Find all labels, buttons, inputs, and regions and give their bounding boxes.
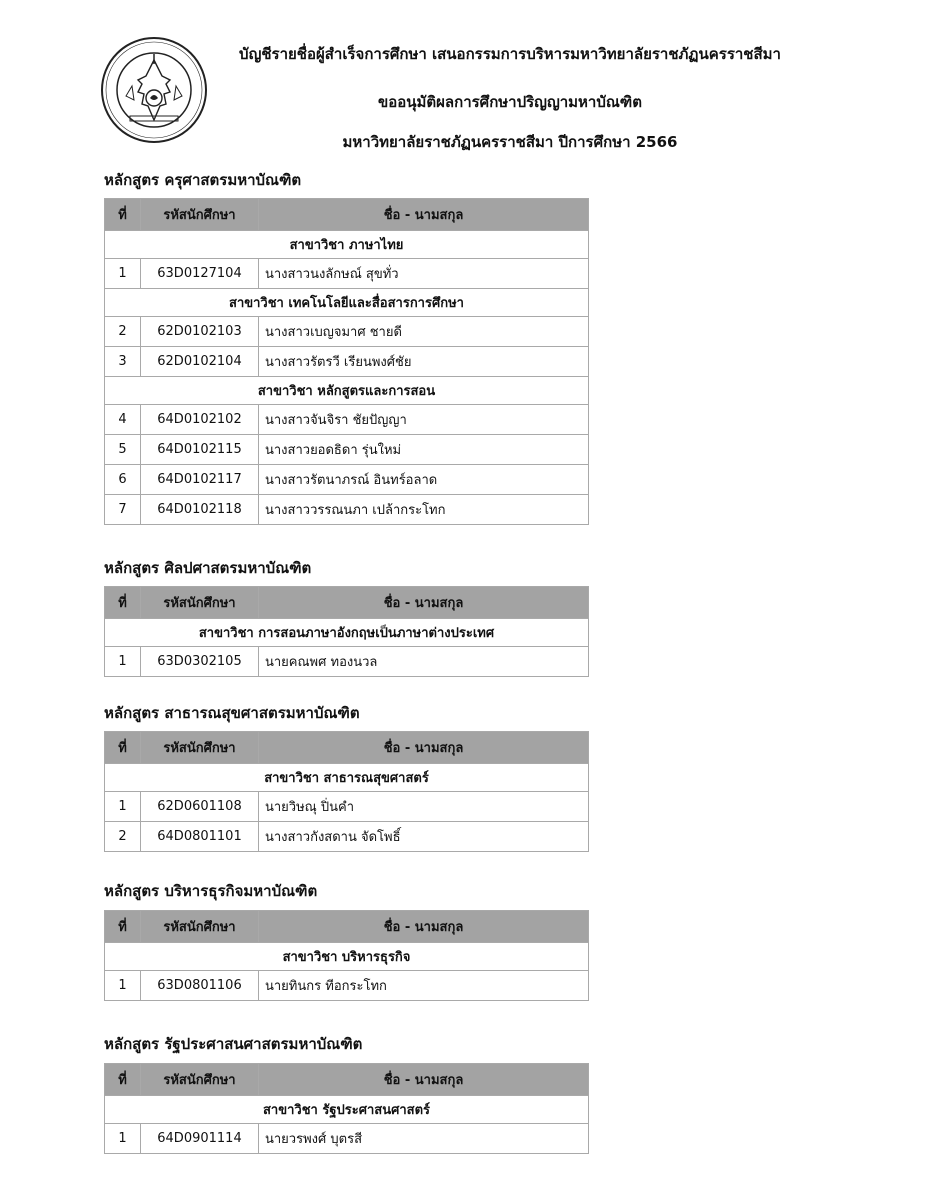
major-label: สาขาวิชา การสอนภาษาอังกฤษเป็นภาษาต่างประเทศ [105, 619, 589, 647]
program-table [104, 731, 589, 852]
student-no: 1 [105, 647, 141, 677]
student-no: 1 [105, 792, 141, 822]
student-name: นางสาวยอดธิดา รุ่นใหม่ [259, 435, 589, 465]
student-name: นางสาวจันจิรา ชัยปัญญา [259, 405, 589, 435]
student-no: 6 [105, 465, 141, 495]
program-title: หลักสูตร รัฐประศาสนศาสตรมหาบัณฑิต [104, 1035, 363, 1053]
program-title: หลักสูตร ศิลปศาสตรมหาบัณฑิต [104, 559, 312, 577]
column-header-student-id: รหัสนักศึกษา [141, 732, 259, 764]
student-id: 63D0127104 [141, 259, 259, 289]
document-title-line-3: มหาวิทยาลัยราชภัฏนครราชสีมา ปีการศึกษา 2566 [342, 133, 678, 151]
column-header-no: ที่ [105, 1064, 141, 1096]
table-header-row [105, 732, 589, 764]
program-table [104, 586, 589, 677]
major-label: สาขาวิชา บริหารธุรกิจ [105, 943, 589, 971]
column-header-no: ที่ [105, 199, 141, 231]
column-header-student-id: รหัสนักศึกษา [141, 911, 259, 943]
student-id: 62D0102104 [141, 347, 259, 377]
column-header-no: ที่ [105, 911, 141, 943]
column-header-name: ชื่อ - นามสกุล [259, 199, 589, 231]
document-title-line-1: บัญชีรายชื่อผู้สำเร็จการศึกษา เสนอกรรมการบริหารมหาวิทยาลัยราชภัฏนครราชสีมา [239, 45, 781, 63]
major-row [105, 289, 589, 317]
student-id: 62D0601108 [141, 792, 259, 822]
major-label: สาขาวิชา เทคโนโลยีและสื่อสารการศึกษา [105, 289, 589, 317]
student-name: นายวิษณุ ปิ่นคำ [259, 792, 589, 822]
table-row [105, 435, 589, 465]
student-name: นายคณพศ ทองนวล [259, 647, 589, 677]
student-name: นางสาวกังสดาน จัดโพธิ์ [259, 822, 589, 852]
student-name: นางสาวรัตนาภรณ์ อินทร์อลาด [259, 465, 589, 495]
student-id: 63D0302105 [141, 647, 259, 677]
student-no: 1 [105, 259, 141, 289]
column-header-no: ที่ [105, 587, 141, 619]
student-name: นางสาวเบญจมาศ ชายดี [259, 317, 589, 347]
column-header-name: ชื่อ - นามสกุล [259, 732, 589, 764]
major-label: สาขาวิชา ภาษาไทย [105, 231, 589, 259]
table-row [105, 822, 589, 852]
program-title: หลักสูตร ครุศาสตรมหาบัณฑิต [104, 171, 302, 189]
column-header-name: ชื่อ - นามสกุล [259, 587, 589, 619]
student-id: 64D0102115 [141, 435, 259, 465]
student-id: 64D0102102 [141, 405, 259, 435]
major-row [105, 943, 589, 971]
major-row [105, 1096, 589, 1124]
major-row [105, 619, 589, 647]
table-header-row [105, 911, 589, 943]
student-id: 64D0901114 [141, 1124, 259, 1154]
table-row [105, 465, 589, 495]
document-title-line-2: ขออนุมัติผลการศึกษาปริญญามหาบัณฑิต [377, 93, 642, 111]
student-name: นางสาววรรณนภา เปล้ากระโทก [259, 495, 589, 525]
column-header-student-id: รหัสนักศึกษา [141, 1064, 259, 1096]
major-label: สาขาวิชา รัฐประศาสนศาสตร์ [105, 1096, 589, 1124]
student-name: นางสาวรัตรวี เรียนพงศ์ชัย [259, 347, 589, 377]
table-row [105, 317, 589, 347]
student-no: 1 [105, 1124, 141, 1154]
major-row [105, 231, 589, 259]
student-id: 63D0801106 [141, 971, 259, 1001]
major-label: สาขาวิชา สาธารณสุขศาสตร์ [105, 764, 589, 792]
student-id: 64D0102117 [141, 465, 259, 495]
table-row [105, 495, 589, 525]
major-row [105, 377, 589, 405]
column-header-student-id: รหัสนักศึกษา [141, 199, 259, 231]
column-header-name: ชื่อ - นามสกุล [259, 1064, 589, 1096]
table-row [105, 259, 589, 289]
student-no: 5 [105, 435, 141, 465]
student-id: 62D0102103 [141, 317, 259, 347]
student-name: นายวรพงศ์ บุตรสี [259, 1124, 589, 1154]
table-row [105, 1124, 589, 1154]
table-row [105, 971, 589, 1001]
program-title: หลักสูตร บริหารธุรกิจมหาบัณฑิต [104, 882, 318, 900]
student-no: 4 [105, 405, 141, 435]
program-table [104, 910, 589, 1001]
student-id: 64D0102118 [141, 495, 259, 525]
table-row [105, 647, 589, 677]
column-header-name: ชื่อ - นามสกุล [259, 911, 589, 943]
table-header-row [105, 199, 589, 231]
major-label: สาขาวิชา หลักสูตรและการสอน [105, 377, 589, 405]
program-table [104, 1063, 589, 1154]
column-header-student-id: รหัสนักศึกษา [141, 587, 259, 619]
program-title: หลักสูตร สาธารณสุขศาสตรมหาบัณฑิต [104, 704, 360, 722]
program-table [104, 198, 589, 525]
student-no: 2 [105, 317, 141, 347]
student-name: นางสาวนงลักษณ์ สุขทั่ว [259, 259, 589, 289]
university-seal-logo [100, 36, 208, 144]
student-id: 64D0801101 [141, 822, 259, 852]
table-row [105, 792, 589, 822]
student-no: 2 [105, 822, 141, 852]
major-row [105, 764, 589, 792]
table-row [105, 347, 589, 377]
column-header-no: ที่ [105, 732, 141, 764]
student-no: 1 [105, 971, 141, 1001]
table-header-row [105, 1064, 589, 1096]
student-no: 3 [105, 347, 141, 377]
table-header-row [105, 587, 589, 619]
student-no: 7 [105, 495, 141, 525]
table-row [105, 405, 589, 435]
student-name: นายทินกร ทีอกระโทก [259, 971, 589, 1001]
